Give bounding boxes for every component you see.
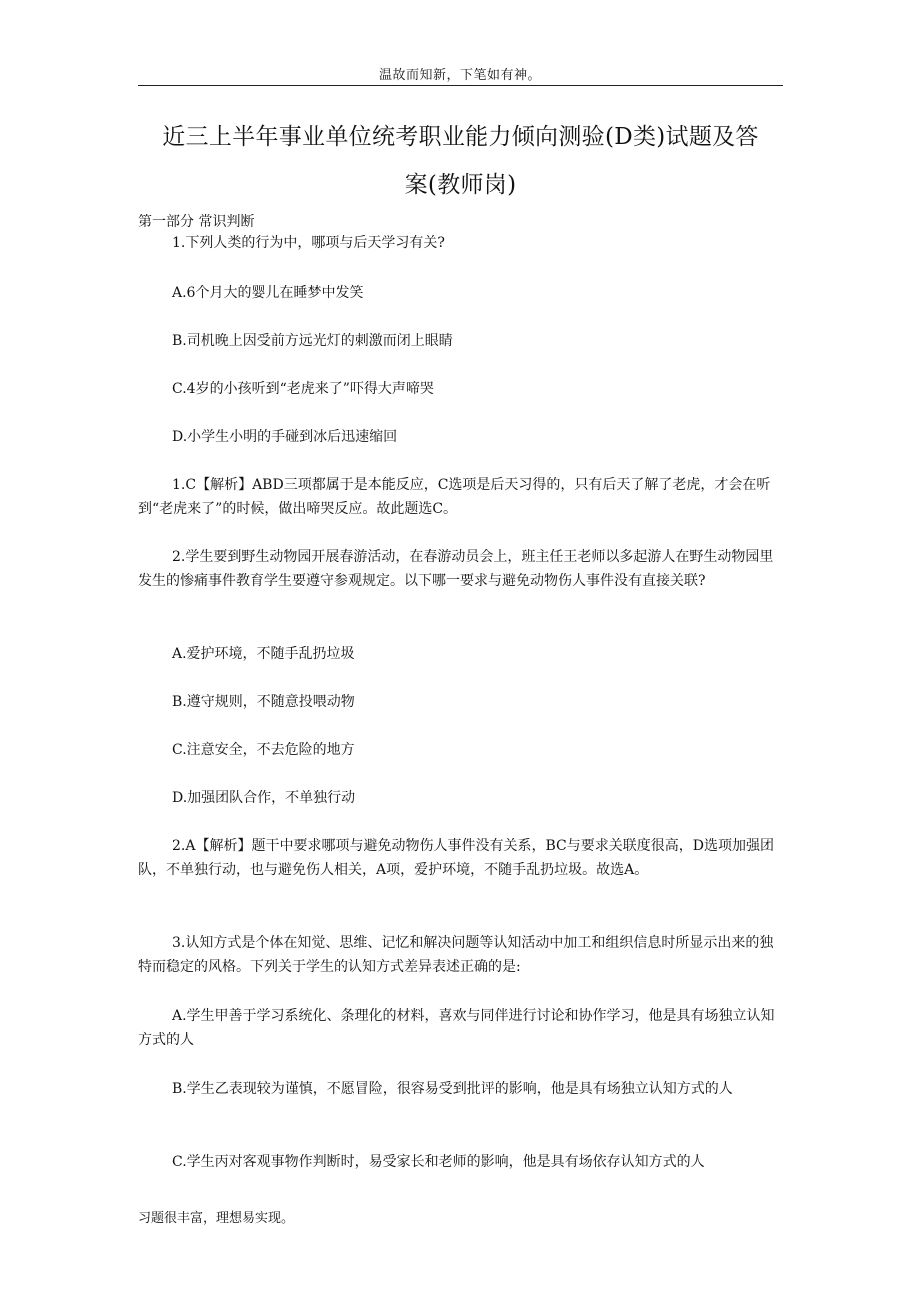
question-1-option-a: A.6个月大的婴儿在睡梦中发笑 <box>172 285 364 301</box>
document-title-line-2: 案(教师岗) <box>404 172 517 198</box>
footer-motto: 习题很丰富，理想易实现。 <box>138 1211 295 1226</box>
question-2-answer: 2.A【解析】题干中要求哪项与避免动物伤人事件没有关系，BC与要求关联度很高，D选项加强团队，不单独行动，也与避免伤人相关，A项，爱护环境，不随手乱扔垃圾。故选A。 <box>138 838 774 878</box>
header-divider <box>138 85 783 86</box>
question-2-option-b: B.遵守规则，不随意投喂动物 <box>172 694 355 710</box>
question-3-option-c: C.学生丙对客观事物作判断时，易受家长和老师的影响，他是具有场依存认知方式的人 <box>172 1154 705 1170</box>
question-1-answer: 1.C【解析】ABD三项都属于是本能反应，C选项是后天习得的，只有后天了解了老虎，才会在听到“老虎来了”的时候，做出啼哭反应。故此题选C。 <box>138 477 771 517</box>
document-title-line-1: 近三上半年事业单位统考职业能力倾向测验(D类)试题及答 <box>162 124 759 150</box>
question-1-option-d: D.小学生小明的手碰到冰后迅速缩回 <box>172 429 398 445</box>
question-1-option-b: B.司机晚上因受前方远光灯的刺激而闭上眼睛 <box>172 333 453 349</box>
question-3-option-a: A.学生甲善于学习系统化、条理化的材料，喜欢与同伴进行讨论和协作学习，他是具有场独立认知方式的人 <box>138 1008 775 1048</box>
question-2-option-c: C.注意安全，不去危险的地方 <box>172 742 355 758</box>
question-3-option-b: B.学生乙表现较为谨慎，不愿冒险，很容易受到批评的影响，他是具有场独立认知方式的人 <box>172 1081 733 1097</box>
question-2-option-d: D.加强团队合作，不单独行动 <box>172 790 356 806</box>
question-2-option-a: A.爱护环境，不随手乱扔垃圾 <box>172 646 355 662</box>
section-heading: 第一部分 常识判断 <box>138 214 255 230</box>
question-1-stem: 1.下列人类的行为中，哪项与后天学习有关? <box>172 235 445 251</box>
header-motto: 温故而知新，下笔如有神。 <box>378 68 541 83</box>
question-2-stem: 2.学生要到野生动物园开展春游活动，在春游动员会上，班主任王老师以多起游人在野生动物园里发生的惨痛事件教育学生要遵守参观规定。以下哪一要求与避免动物伤人事件没有直接关联? <box>138 549 774 589</box>
question-1-option-c: C.4岁的小孩听到“老虎来了”吓得大声啼哭 <box>172 381 434 397</box>
question-3-stem: 3.认知方式是个体在知觉、思维、记忆和解决问题等认知活动中加工和组织信息时所显示出来的独特而稳定的风格。下列关于学生的认知方式差异表述正确的是: <box>138 935 774 975</box>
